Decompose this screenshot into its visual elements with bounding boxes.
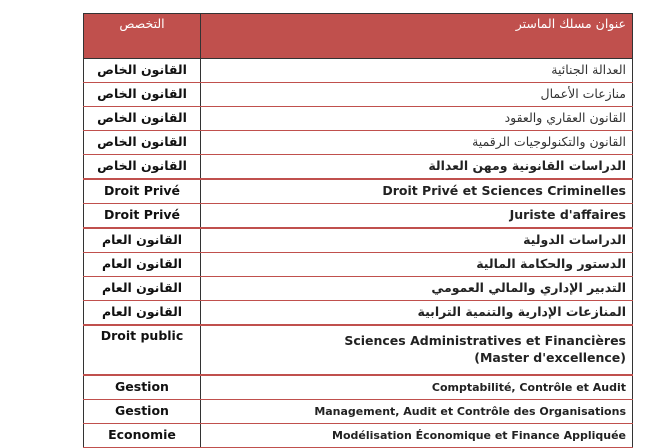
table-row — [84, 131, 633, 155]
specialty-cell: Droit public — [84, 325, 201, 375]
specialty-cell: القانون الخاص — [84, 131, 201, 155]
specialty-cell: القانون الخاص — [84, 155, 201, 180]
specialty-cell: القانون الخاص — [84, 59, 201, 83]
cropped-heading-strip — [0, 0, 650, 6]
master-title-cell — [201, 325, 633, 375]
table-row — [84, 179, 633, 204]
master-title-cell: Management, Audit et Contrôle des Organisations — [201, 400, 633, 424]
master-title-cell: Comptabilité, Contrôle et Audit — [201, 375, 633, 400]
specialty-cell: القانون العام — [84, 277, 201, 301]
table-row — [84, 204, 633, 229]
table-row — [84, 301, 633, 326]
table-row — [84, 253, 633, 277]
table-row — [84, 424, 633, 448]
master-title-cell: الدراسات القانونية ومهن العدالة — [201, 155, 633, 180]
table-row — [84, 59, 633, 83]
table-header-row — [84, 14, 633, 59]
table-row — [84, 277, 633, 301]
master-title-cell: Modélisation Économique et Finance Appliquée — [201, 424, 633, 448]
specialty-cell: Gestion — [84, 400, 201, 424]
master-title-cell: الدراسات الدولية — [201, 228, 633, 253]
header-specialty: التخصص — [84, 14, 201, 59]
table-row — [84, 228, 633, 253]
masters-programs-table — [83, 13, 633, 448]
specialty-cell: Droit Privé — [84, 179, 201, 204]
table-row — [84, 107, 633, 131]
specialty-cell: القانون العام — [84, 253, 201, 277]
table-row — [84, 325, 633, 375]
specialty-cell: Gestion — [84, 375, 201, 400]
master-title-cell: القانون العقاري والعقود — [201, 107, 633, 131]
table-row — [84, 155, 633, 180]
master-title-cell: Droit Privé et Sciences Criminelles — [201, 179, 633, 204]
master-title-cell: المنازعات الإدارية والتنمية الترابية — [201, 301, 633, 326]
specialty-cell: القانون العام — [84, 228, 201, 253]
master-title-cell: Juriste d'affaires — [201, 204, 633, 229]
master-title-cell: القانون والتكنولوجيات الرقمية — [201, 131, 633, 155]
specialty-cell: Economie — [84, 424, 201, 448]
table-row — [84, 375, 633, 400]
specialty-cell: القانون الخاص — [84, 107, 201, 131]
specialty-cell: القانون العام — [84, 301, 201, 326]
master-title-cell: التدبير الإداري والمالي العمومي — [201, 277, 633, 301]
master-title-cell: منازعات الأعمال — [201, 83, 633, 107]
master-title-line1: Sciences Administratives et Financières — [344, 333, 626, 349]
master-title-cell: الدستور والحكامة المالية — [201, 253, 633, 277]
master-title-cell: العدالة الجنائية — [201, 59, 633, 83]
table-row — [84, 83, 633, 107]
master-title-line2: (Master d'excellence) — [474, 350, 626, 365]
header-master-title: عنوان مسلك الماستر — [201, 14, 633, 59]
table-row — [84, 400, 633, 424]
specialty-cell: القانون الخاص — [84, 83, 201, 107]
specialty-cell: Droit Privé — [84, 204, 201, 229]
